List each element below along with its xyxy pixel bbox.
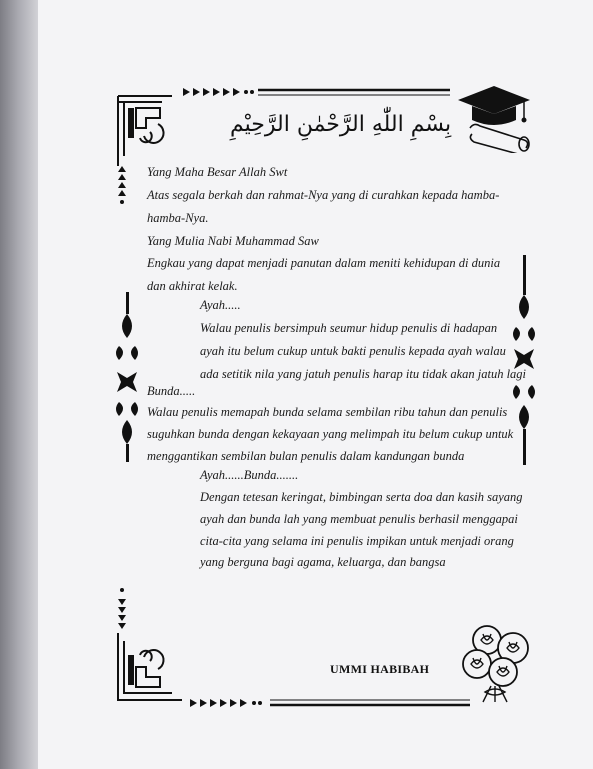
text-line: ada setitik nila yang jatuh penulis harap itu tidak akan jatuh lagi [200, 367, 527, 381]
text-line: ayah itu belum cukup untuk bakti penulis kepada ayah walau [200, 344, 506, 358]
text-line: dan akhirat kelak. [147, 279, 238, 293]
text-line: Ayah..... [200, 298, 241, 312]
text-line: hamba-Nya. [147, 211, 209, 225]
corner-scroll-icon [112, 585, 202, 710]
basmala-heading: بِسْمِ اللّٰهِ الرَّحْمٰنِ الرَّحِيْمِ [230, 112, 452, 137]
text-line: Bunda..... [147, 384, 196, 398]
text-line: Yang Mulia Nabi Muhammad Saw [147, 234, 319, 248]
text-line: Ayah......Bunda....... [200, 468, 299, 482]
text-line: menggantikan sembilan bulan penulis dalam kandungan bunda [147, 449, 465, 463]
text-line: Dengan tetesan keringat, bimbingan serta doa dan kasih sayang [200, 490, 523, 504]
text-line: Engkau yang dapat menjadi panutan dalam meniti kehidupan di dunia [147, 256, 501, 270]
graduation-cap-diploma-icon [450, 78, 540, 153]
rose-bouquet-icon [455, 620, 540, 705]
text-line: Walau penulis memapah bunda selama sembilan ribu tahun dan penulis [147, 405, 508, 419]
text-line: Yang Maha Besar Allah Swt [147, 165, 288, 179]
text-line: Walau penulis bersimpuh seumur hidup penulis di hadapan [200, 321, 498, 335]
text-line: Atas segala berkah dan rahmat-Nya yang di curahkan kepada hamba- [147, 188, 500, 202]
signature-name: UMMI HABIBAH [330, 662, 430, 676]
text-line: cita-cita yang selama ini penulis impikan untuk menjadi orang [200, 534, 514, 548]
text-line: yang berguna bagi agama, keluarga, dan bangsa [200, 555, 446, 569]
fleur-side-ornament-icon [113, 292, 143, 462]
fleur-side-ornament-icon [510, 255, 540, 465]
text-line: suguhkan bunda dengan kekayaan yang melimpah itu belum cukup untuk [147, 427, 514, 441]
text-line: ayah dan bunda lah yang membuat penulis berhasil menggapai [200, 512, 518, 526]
